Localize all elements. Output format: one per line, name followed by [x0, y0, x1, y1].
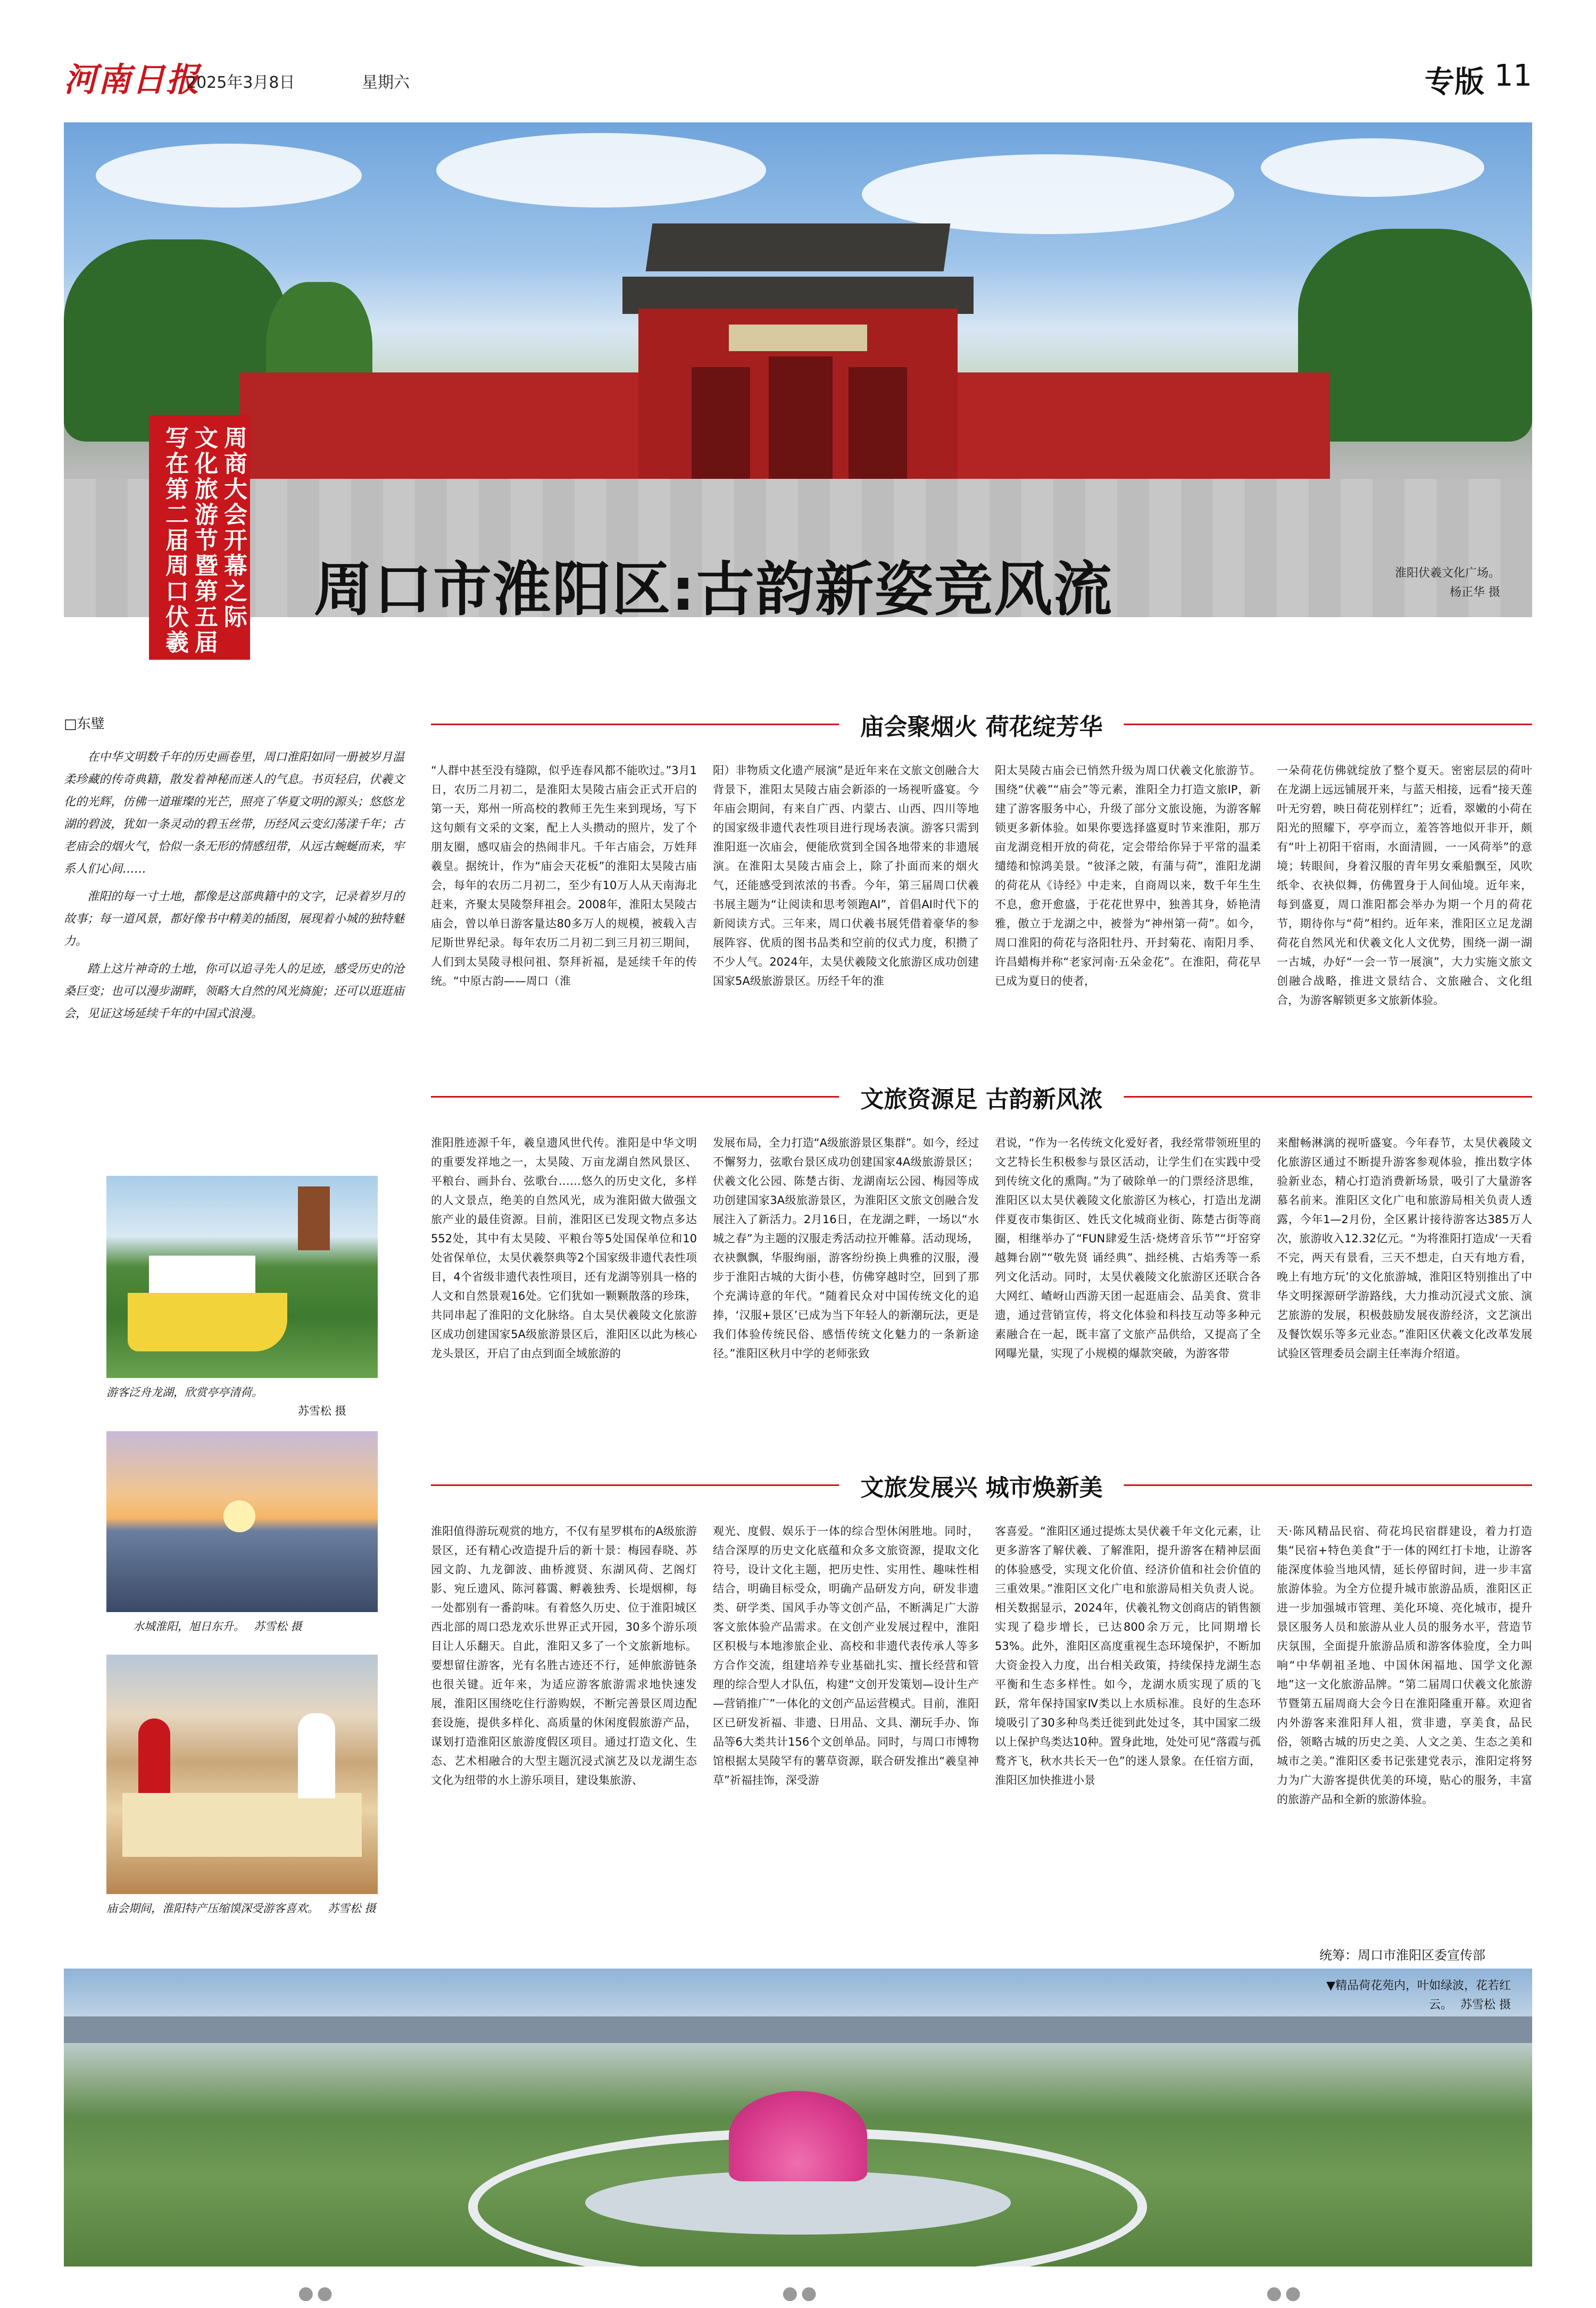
food-stall	[122, 1793, 362, 1857]
temple-roof	[646, 223, 951, 271]
person	[138, 1718, 170, 1793]
photo-caption	[106, 1383, 378, 1401]
issue-date: 2025年3月8日	[186, 73, 295, 92]
hero-caption	[1362, 564, 1500, 602]
pagoda	[298, 1186, 330, 1250]
photo-caption	[106, 1899, 378, 1917]
lotus-sculpture	[729, 2091, 867, 2181]
photo-credit: 苏雪松 摄	[327, 1902, 376, 1915]
section-header	[431, 1468, 1532, 1500]
banner-line-1: 周商大会开幕之际	[220, 426, 247, 630]
photo-sunrise	[106, 1431, 378, 1612]
article-column: 淮阳胜迹源千年，羲皇遗风世代传。淮阳是中华文明的重要发祥地之一，太昊陵、万亩龙湖自然风景区、平粮台、画卦台、弦歌台……悠久的历史文化，多样的人文景点，绝美的自然风光，成为淮阳做大做强文旅产业的最佳资源。目前，淮阳区已发现文物点多达552处，其中有太昊陵、平粮台等5处国保单位和10处省保单位，太昊伏羲祭典等2个国家级非遗代表性项目，4个省级非遗代表性项目，还有龙湖等别具一格的人文和自然景观16处。它们犹如一颗颗散落的珍珠，共同串起了淮阳的文化脉络。自太昊伏羲陵文化旅游区成功创建国家5A级旅游景区后，淮阳区以此为核心龙头景区，开启了由点到面全域旅游的	[431, 1136, 697, 1360]
article-column: 客喜爱。“淮阳区通过提炼太昊伏羲千年文化元素，让更多游客了解伏羲、了解淮阳，提升游客在精神层面的体验感受，实现文化价值、经济价值和社会价值的三重效果。”淮阳区文化广电和旅游局相关负责人说。相关数据显示，2024年，伏羲礼物文创商店的销售额实现了稳步增长，已达800余万元，比同期增长53%。此外，淮阳区高度重视生态环境保护，不断加大资金投入力度，出台相关政策，持续保持龙湖生态平衡和生态多样性。如今，龙湖水质实现了质的飞跃，常年保持国家Ⅳ类以上水质标准。良好的生态环境吸引了30多种鸟类迁徙到此处过冬，其中国家二级以上保护鸟类达10种。置身此地，处处可见“落霞与孤鹜齐飞，秋水共长天一色”的迷人景象。在任宿方面，淮阳区加快推进小景	[995, 1525, 1261, 1787]
cloud	[862, 154, 1234, 234]
article-column: 淮阳值得游玩观赏的地方，不仅有星罗棋布的A级旅游景区，还有精心改造提升后的新十景：梅园春晓、苏园文韵、九龙御波、曲桥渡贤、东湖风荷、艺阁灯影、宛丘遗风、陈河暮霭、孵羲独秀、长堤烟柳，每一处都别有一番韵味。有着悠久历史、位于淮阳城区西北部的周口恐龙欢乐世界正式开园，30多个游乐项目让人乐翻天。自此，淮阳又多了一个文旅新地标。要想留住游客，光有名胜古迹还不行，延伸旅游链条也很关键。近年来，为适应游客旅游需求地快速发展，淮阳区围绕吃住行游购娱，不断完善景区周边配套设施，提供多样化、高质量的休闲度假旅游产品，谋划打造淮阳区旅游度假区项目。通过打造文化、生态、艺术相融合的大型主题沉浸式演艺及以龙湖生态文化为纽带的水上游乐项目，建设集旅游、	[431, 1525, 697, 1787]
intro-paragraph: 在中华文明数千年的历史画卷里，周口淮阳如同一册被岁月温柔珍藏的传奇典籍，散发着神秘而迷人的气息。书页轻启，伏羲文化的光辉，仿佛一道璀璨的光芒，照亮了华夏文明的源头；悠悠龙湖的碧波，犹如一条灵动的碧玉丝带，历经风云变幻荡漾千年；古老庙会的烟火气，恰似一条无形的情感纽带，从远古蜿蜒而来，牢系人们心间……	[64, 751, 404, 876]
cloud	[96, 144, 362, 207]
pager-dots: ●●	[298, 2282, 336, 2304]
article-column: 阳太昊陵古庙会已悄然升级为周口伏羲文化旅游节。围绕“伏羲”“庙会”等元素，淮阳全力打造文旅IP，新建了游客服务中心，升级了部分文旅设施，为游客解锁更多新体验。如果你要选择盛夏时节来淮阳，那万亩龙湖竞相开放的荷花，定会带给你异于平常的温柔缱绻和惊鸿美景。“彼泽之陂，有蒲与荷”，淮阳龙湖的荷花从《诗经》中走来，自商周以来，数千年生生不息，愈开愈盛，于花花世界中，独善其身，娇艳清雅，傲立于龙湖之中，被誉为“神州第一荷”。如今，周口淮阳的荷花与洛阳牡丹、开封菊花、南阳月季、许昌蜡梅并称“老家河南·五朵金花”。在淮阳，荷花早已成为夏日的使者，	[995, 764, 1261, 987]
article-column: 阳）非物质文化遗产展演”是近年来在文旅文创融合大背景下，淮阳太昊陵古庙会新添的一场视听盛宴。今年庙会期间，有来自广西、内蒙古、山西、四川等地的国家级非遗代表性项目进行现场表演。游客只需到淮阳逛一次庙会，便能欣赏到全国各地带来的非遗展演。在淮阳太昊陵古庙会上，除了扑面而来的烟火气，还能感受到浓浓的书香。今年，第三届周口伏羲书展主题为“让阅读和思考领跑AI”，首倡AI时代下的新阅读方式。三年来，周口伏羲书展凭借着豪华的参展阵容、优质的图书品类和空前的仪式力度，积攒了不少人气。2024年，太昊伏羲陵文化旅游区成功创建国家5A级旅游景区。历经千年的淮	[713, 764, 979, 987]
article-column: 发展布局，全力打造“A级旅游景区集群”。如今，经过不懈努力，弦歌台景区成功创建国家4A级旅游景区；伏羲文化公园、陈楚古街、龙湖南坛公园、梅园等成功创建国家3A级旅游景区，为淮阳区文旅文创融合发展注入了新活力。2月16日，在龙湖之畔，一场以“水城之春”为主题的汉服走秀活动拉开帷幕。活动现场，衣袂飘飘，华服绚丽，游客纷纷换上典雅的汉服，漫步于淮阳古城的大街小巷，仿佛穿越时空，回到了那个充满诗意的年代。“随着民众对中国传统文化的追捧，‘汉服+景区’已成为当下年轻人的新潮玩法，更是我们体验传统民俗、感悟传统文化魅力的一条新途径。”淮阳区秋月中学的老师张致	[713, 1136, 979, 1360]
section-label: 专版	[1425, 65, 1484, 99]
page-number: 11	[1494, 59, 1532, 93]
boat	[128, 1293, 287, 1351]
article-column: 一朵荷花仿佛就绽放了整个夏天。密密层层的荷叶在龙湖上远远铺展开来，与蓝天相接，远看“接天莲叶无穷碧，映日荷花别样红”；近看，翠嫩的小荷在阳光的照耀下，亭亭而立，羞答答地似开非开，颇有“叶上初阳干宿雨，水面清圆，一一风荷举”的意境；转眼间，身着汉服的青年男女乘船飘至，风吹纸伞、衣袂似舞，仿佛置身于人间仙境。近年来，每到盛夏，周口淮阳都会举办为期一个月的荷花节，期待你与“荷”相约。近年来，淮阳区立足龙湖荷花自然风光和伏羲文化人文优势，围绕一湖一湖一古城，办好“一会一节一展演”，大力实施文旅文创融合战略，推进文景结合、文旅融合、文化组合，为游客解锁更多文旅新体验。	[1277, 764, 1532, 1007]
paper-logo: 河南日报	[64, 60, 201, 99]
section-header	[431, 1080, 1532, 1112]
intro-paragraph: 淮阳的每一寸土地，都像是这部典籍中的文字，记录着岁月的故事；每一道风景，都好像书中精美的插图，展现着小城的独特魅力。	[64, 890, 404, 948]
hero-caption-credit: 杨正华 摄	[1450, 586, 1500, 599]
issue-weekday: 星期六	[362, 73, 410, 92]
photo-credit: 苏雪松 摄	[253, 1620, 302, 1633]
cloud	[436, 133, 766, 207]
article-column: 天·陈风精品民宿、荷花坞民宿群建设，着力打造集“民宿+特色美食”于一体的网红打卡地，让游客能深度体验当地风情，延长停留时间，进一步丰富旅游体验。为全方位提升城市旅游品质，淮阳区正进一步加强城市管理、美化环境、亮化城市，提升景区服务人员和旅游从业人员的服务水平，营造节庆氛围，全面提升旅游品质和游客体验度，全力叫响“中华朝祖圣地、中国休闲福地、国学文化源地”这一文化旅游品牌。“第二届周口伏羲文化旅游节暨第五届周商大会今日在淮阳隆重开幕。欢迎省内外游客来淮阳拜人祖，赏非遗，享美食，品民俗，领略古城的历史之美、人文之美、生态之美和城市之美。”淮阳区委书记张建党表示，淮阳定将努力为广大游客提供优美的环境，贴心的服务，丰富的旅游产品和全新的旅游体验。	[1277, 1525, 1532, 1806]
photo-credit: 苏雪松 摄	[298, 1405, 346, 1417]
section-header	[431, 708, 1532, 740]
photo-credit: 苏雪松 摄	[1460, 1998, 1511, 2012]
photo-caption-text: 游客泛舟龙湖，欣赏亭亭清荷。	[106, 1386, 263, 1399]
intro-column	[64, 713, 404, 1031]
sun	[223, 1500, 255, 1532]
article-column: 君说，“作为一名传统文化爱好者，我经常带领班里的文艺特长生积极参与景区活动，让学生们在实践中受到传统文化的熏陶。”为了破除单一的门票经济思维，淮阳区以太昊伏羲陵文化旅游区为核心，打造出龙湖伴夏夜市集街区、姓氏文化城商业街、陈楚古街等商圈，相继举办了“FUN肆爱生活·烧烤音乐节”“圩窑穿越舞台剧”“敬先贤 诵经典”、拙经桃、古焰秀等一系列文化活动。同时，太昊伏羲陵文化旅游区还联合各大网红、嵖岈山西游天团一起逛庙会、品美食、赏非遗，通过营销宣传，将文化体验和科技互动等多种元素融合在一起，既丰富了文旅产品供给，又提高了全网曝光量，实现了小规模的爆款突破，为游客带	[995, 1136, 1261, 1360]
photo-caption	[133, 1617, 378, 1635]
masthead	[64, 53, 1532, 112]
banner-line-3: 写在第二届周口伏羲	[161, 426, 188, 655]
article-column: 来酣畅淋漓的视听盛宴。今年春节，太昊伏羲陵文化旅游区通过不断提升游客参观体验，推出数字体验新业态，精心打造消费新场景，吸引了大量游客慕名前来。淮阳区文化广电和旅游局相关负责人透露，今年1—2月份，全区累计接待游客达385万人次，旅游收入12.32亿元。“为将淮阳打造成‘一天看不完，两天有景看，三天不想走，白天有地方看，晚上有地方玩’的文化旅游城，淮阳区特别推出了中华文明探源研学游路线，大力推动沉浸式文旅、演艺旅游的发展，积极鼓励发展夜游经济，文艺演出及餐饮娱乐等多元业态。”淮阳区伏羲文化改革发展试验区管理委员会副主任率海介绍道。	[1277, 1136, 1532, 1360]
cloud	[1261, 138, 1484, 197]
person	[298, 1713, 335, 1798]
page-title: 周口市淮阳区:古韵新姿竞风流	[314, 555, 1113, 624]
boat-canopy	[149, 1256, 255, 1293]
photo-lotus-plaza	[64, 1969, 1532, 2267]
city-skyline	[64, 2016, 1532, 2043]
section-title: 文旅资源足 古韵新风浓	[839, 1080, 1124, 1114]
banner-line-2: 文化旅游节暨第五届	[190, 426, 218, 655]
gate-door	[769, 356, 833, 479]
sponsor-credit: 统筹：周口市淮阳区委宣传部	[1319, 1948, 1485, 1963]
bottom-photo-caption	[1319, 1977, 1511, 2015]
article-column: “人群中甚至没有缝隙，似乎连春风都不能吹过。”3月1日，农历二月初二，是淮阳太昊陵古庙会正式开启的第一天，郑州一所高校的教师王先生来到现场，写下这句颇有文采的文案，配上人头攒动的照片，发了个朋友圈，感叹庙会的热闹非凡。千年古庙会，万姓拜羲皇。据统计，作为“庙会天花板”的淮阳太昊陵古庙会，每年的农历二月初二，至少有10万人从天南海北赶来，齐聚太昊陵祭拜祖会。2008年，淮阳太昊陵古庙会，曾以单日游客量达80多万人的规模，被载入吉尼斯世界纪录。每年农历二月初二到三月初三期间，人们到太昊陵寻根问祖、祭拜祈福，是延续千年的传统。“中原古韵——周口（淮	[431, 764, 697, 987]
pager-dots: ●●	[782, 2282, 820, 2304]
photo-temple-fair	[106, 1655, 378, 1894]
article-column: 观光、度假、娱乐于一体的综合型休闲胜地。同时，结合深厚的历史文化底蕴和众多文旅资源，提取文化符号，设计文化主题，把历史性、实用性、趣味性相结合，明确目标受众，明确产品研发方向，研发非遗类、研学类、国风手办等文创产品，不断满足广大游客文旅体验产品需求。在文创产业发展过程中，淮阳区积极与本地渗旅企业、高校和非遗代表传承人等多方合作交流，组建培养专业基础扎实、擅长经营和管理的综合型人才队伍，构建“文创开发策划—设计生产—营销推广”一体化的文创产品运营模式。目前，淮阳区已研发祈福、非遗、日用品、文具、潮玩手办、饰品等6大类共计156个文创单品。同时，与周口市博物馆根据太昊陵罕有的薯草资源，联合研发推出“羲皇神草”祈福挂饰，深受游	[713, 1525, 979, 1787]
section-title: 庙会聚烟火 荷花绽芳华	[839, 708, 1124, 742]
photo-caption-text: 庙会期间，淮阳特产压缩馍深受游客喜欢。	[106, 1902, 319, 1915]
gate-plaque	[729, 325, 867, 351]
photo-boat-lotus	[106, 1176, 378, 1378]
intro-paragraph: 踏上这片神奇的土地，你可以追寻先人的足迹，感受历史的沧桑巨变；也可以漫步湖畔，领略大自然的风光旖旎；还可以逛逛庙会，见证这场延续千年的中国式浪漫。	[64, 962, 404, 1020]
tree	[1298, 229, 1532, 442]
gate-door	[692, 367, 750, 479]
pager-dots: ●●	[1266, 2282, 1304, 2304]
section-title: 文旅发展兴 城市焕新美	[839, 1468, 1124, 1502]
author-byline: □东璧	[64, 716, 105, 732]
vertical-banner	[149, 415, 250, 660]
gate-door	[849, 367, 907, 479]
hero-caption-text: 淮阳伏羲文化广场。	[1394, 567, 1500, 580]
photo-caption-text: 水城淮阳，旭日东升。	[133, 1620, 245, 1633]
photo-caption-text: ▼精品荷花苑内，叶如绿波，花若红云。	[1326, 1979, 1511, 2012]
